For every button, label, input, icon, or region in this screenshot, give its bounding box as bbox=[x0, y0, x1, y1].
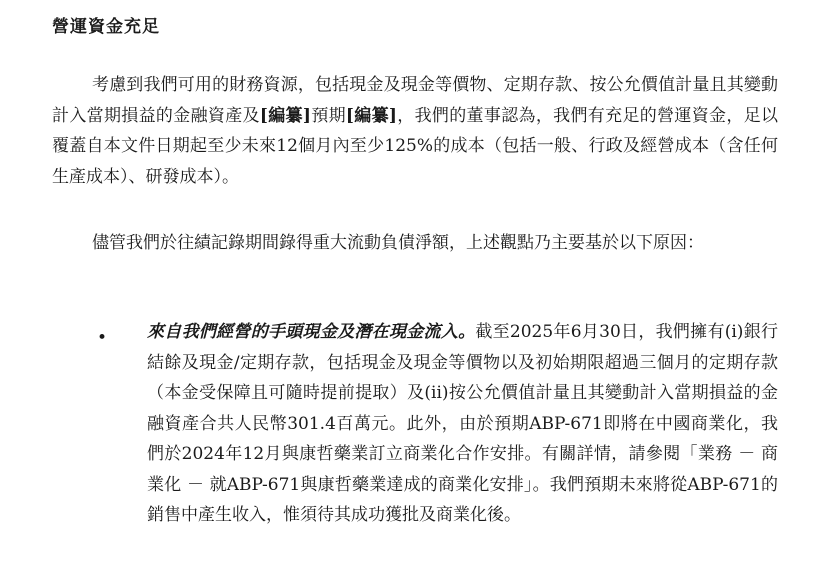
bullet-body: 截至2025年6月30日，我們擁有(i)銀行結餘及現金/定期存款，包括現金及現金等價物以及初始期限超過三個月的定期存款（本金受保障且可隨時提前提取）及(ii)按公允價值計量且其變動計入當期損益的金融資產合共人民幣301.4百萬元。此外，由於預期ABP-671即將在中國商業化，我們於2024年12月與康哲藥業訂立商業化合作安排。有關詳情，請參閱「業務 － 商業化 － 就ABP-671與康哲藥業達成的商業化安排」。我們預期未來將從ABP-671的銷售中產生收入，惟須待其成功獲批及商業化後。 bbox=[147, 322, 778, 525]
paragraph-text: ，我們的董事認為，我們有充足的營運資金，足以覆蓋自本文件日期起至少未來12個月內至少125%的成本（包括一般、行政及經營成本（含任何生產成本）、研發成本）。 bbox=[52, 105, 779, 187]
paragraph-reasons: 儘管我們於往績記錄期間錄得重大流動負債淨額，上述觀點乃主要基於以下原因： bbox=[92, 233, 704, 253]
paragraph-working-capital bbox=[52, 70, 778, 192]
paragraph-text: 考慮到我們可用的財務資源，包括現金及現金等價物、定期存款、按公允價值計量且其變動計入當期損益的金融資產及 bbox=[52, 75, 778, 126]
redacted-marker: [編纂] bbox=[345, 105, 397, 126]
bullet-icon: • bbox=[97, 328, 108, 348]
section-heading: 營運資金充足 bbox=[52, 17, 160, 37]
paragraph-text: 預期 bbox=[310, 105, 346, 126]
bullet-item-cash bbox=[147, 317, 778, 531]
bullet-lead: 來自我們經營的手頭現金及潛在現金流入。 bbox=[147, 322, 476, 342]
redacted-marker: [編纂] bbox=[259, 105, 311, 126]
